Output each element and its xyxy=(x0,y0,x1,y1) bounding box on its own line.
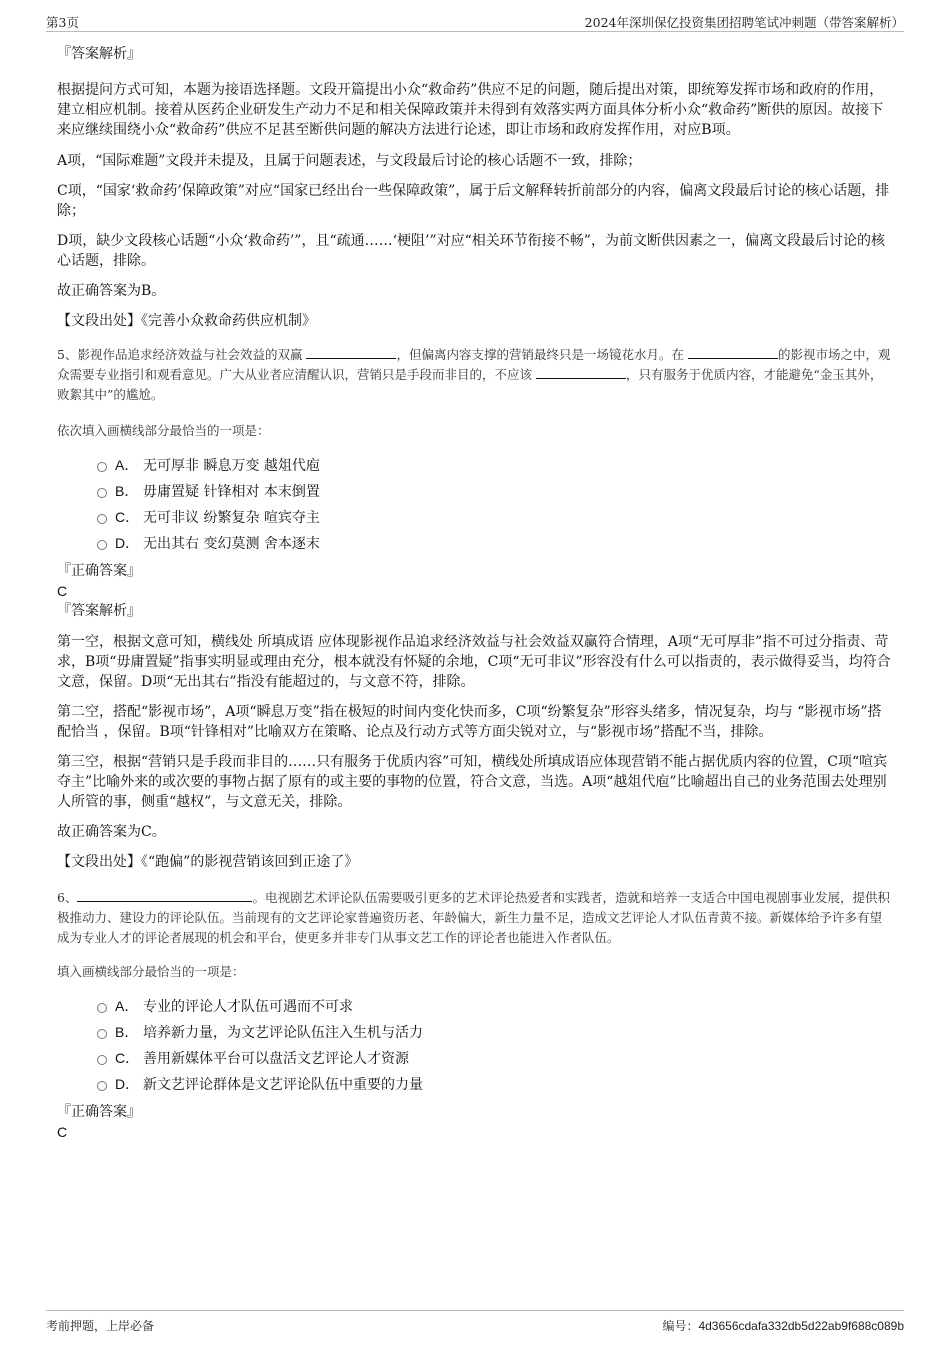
q6-option-a-text: 专业的评论人才队伍可遇而不可求 xyxy=(143,999,353,1015)
q6-answer-label: 『正确答案』 xyxy=(57,1104,141,1120)
q5-blank-1 xyxy=(306,346,396,359)
q5-stem-part-1: 5、影视作品追求经济效益与社会效益的双赢 xyxy=(57,347,303,362)
footer-code xyxy=(662,1317,904,1334)
q5-option-a[interactable]: A． 无可厚非 瞬息万变 越俎代庖 xyxy=(57,455,893,481)
q5-blank-2 xyxy=(688,346,778,359)
q6-options xyxy=(57,996,893,1100)
q5-option-c[interactable]: C． 无可非议 纷繁复杂 喧宾夺主 xyxy=(57,507,893,533)
q4-analysis-para-3: C项，“国家‘救命药’保障政策”对应“国家已经出台一些保障政策”，属于后文解释转折前部分的内容，偏离文段最后讨论的核心话题，排除； xyxy=(57,183,890,219)
footer-code-label: 编号： xyxy=(662,1319,699,1333)
q4-source: 【文段出处】《完善小众救命药供应机制》 xyxy=(57,313,316,329)
q4-analysis-para-2: A项，“国际难题”文段并未提及，且属于问题表述，与文段最后讨论的核心话题不一致，排除； xyxy=(57,153,642,169)
q5-stem-part-2: ，但偏离内容支撑的营销最终只是一场镜花水月。在 xyxy=(396,347,684,362)
q6-option-d-text: 新文艺评论群体是文艺评论队伍中重要的力量 xyxy=(143,1077,423,1093)
radio-icon[interactable] xyxy=(97,1003,107,1013)
q5-option-a-text: 无可厚非 瞬息万变 越俎代庖 xyxy=(143,458,320,474)
q4-analysis-para-1: 根据提问方式可知，本题为接语选择题。文段开篇提出小众“救命药”供应不足的问题，随后提出对策，即统筹发挥市场和政府的作用，建立相应机制。接着从医药企业研发生产动力不足和相关保障政策并未得到有效落实两方面具体分析小众“救命药”断供的原因。故接下来应继续围绕小众“救命药”供应不足甚至断供问题的解决方法进行论述，即让市场和政府发挥作用，对应B项。 xyxy=(57,82,884,138)
radio-icon[interactable] xyxy=(97,488,107,498)
q5-conclusion: 故正确答案为C。 xyxy=(57,824,166,840)
q5-stem-part-3: 的影视市场之中，观众需要专业指引和观看意见。广大从业者应清醒认识，营销只是手段而非目的，不应该 xyxy=(57,347,891,382)
q6-option-c-text: 善用新媒体平台可以盘活文艺评论人才资源 xyxy=(143,1051,409,1067)
q6-stem-text: 。电视剧艺术评论队伍需要吸引更多的艺术评论热爱者和实践者，造就和培养一支适合中国电视剧事业发展，提供积极推动力、建设力的评论队伍。当前现有的文艺评论家普遍资历老、年龄偏大，新生力量不足，造成文艺评论人才队伍青黄不接。新媒体给予许多有望成为专业人才的评论者展现的机会和平台，使更多并非专门从事文艺工作的评论者也能进入作者队伍。 xyxy=(57,890,890,945)
q5-analysis-label: 『答案解析』 xyxy=(57,603,141,619)
q6-option-a[interactable]: A． 专业的评论人才队伍可遇而不可求 xyxy=(57,996,893,1022)
q4-conclusion: 故正确答案为B。 xyxy=(57,283,166,299)
q6-option-b-text: 培养新力量，为文艺评论队伍注入生机与活力 xyxy=(143,1025,423,1041)
q6-stem xyxy=(57,888,893,948)
q5-prompt: 依次填入画横线部分最恰当的一项是： xyxy=(57,423,270,438)
q5-option-b[interactable]: B． 毋庸置疑 针锋相对 本末倒置 xyxy=(57,481,893,507)
q6-blank xyxy=(77,889,252,902)
footer-slogan: 考前押题，上岸必备 xyxy=(46,1319,155,1333)
q5-answer-label: 『正确答案』 xyxy=(57,563,141,579)
radio-icon[interactable] xyxy=(97,1029,107,1039)
q5-option-d-text: 无出其右 变幻莫测 舍本逐末 xyxy=(143,536,320,552)
q5-option-c-text: 无可非议 纷繁复杂 喧宾夺主 xyxy=(143,510,320,526)
q5-analysis-para-2: 第二空，搭配“影视市场”，A项“瞬息万变”指在极短的时间内变化快而多，C项“纷繁复杂”形容头绪多，情况复杂，均与 “影视市场”搭配恰当 ，保留。B项“针锋相对”比喻双方在策略、论点及行动方式等方面尖锐对立，与“影视市场”搭配不当，排除。 xyxy=(57,704,882,740)
q5-source: 【文段出处】《“跑偏”的影视营销该回到正途了》 xyxy=(57,854,359,870)
q5-options xyxy=(57,455,893,559)
radio-icon[interactable] xyxy=(97,514,107,524)
document-title: 2024年深圳保亿投资集团招聘笔试冲刺题（带答案解析） xyxy=(584,15,904,30)
q4-analysis-label: 『答案解析』 xyxy=(57,46,141,62)
radio-icon[interactable] xyxy=(97,1055,107,1065)
q5-blank-3 xyxy=(536,366,626,379)
q5-analysis-para-3: 第三空，根据“营销只是手段而非目的……只有服务于优质内容”可知，横线处所填成语应体现营销不能占据优质内容的位置，C项“喧宾夺主”比喻外来的或次要的事物占据了原有的或主要的事物的位置，符合文意，当选。A项“越俎代庖”比喻超出自己的业务范围去处理别人所管的事，侧重“越权”，与文意无关，排除。 xyxy=(57,754,888,810)
q6-prompt: 填入画横线部分最恰当的一项是： xyxy=(57,964,245,979)
q4-analysis-para-4: D项，缺少文段核心话题“小众‘救命药’”，且“疏通……‘梗阻’”对应“相关环节衔接不畅”，为前文断供因素之一，偏离文段最后讨论的核心话题，排除。 xyxy=(57,233,885,269)
page-number: 第3页 xyxy=(46,15,79,30)
q5-option-b-text: 毋庸置疑 针锋相对 本末倒置 xyxy=(143,484,320,500)
q6-option-d[interactable]: D． 新文艺评论群体是文艺评论队伍中重要的力量 xyxy=(57,1074,893,1100)
page-footer xyxy=(46,1310,904,1333)
page-header xyxy=(46,11,904,32)
q6-answer: C xyxy=(57,1124,68,1140)
q5-stem-part-4: ，只有服务于优质内容，才能避免“金玉其外，败絮其中”的尴尬。 xyxy=(57,367,883,402)
radio-icon[interactable] xyxy=(97,540,107,550)
q5-analysis-para-1: 第一空，根据文意可知，横线处 所填成语 应体现影视作品追求经济效益与社会效益双赢符合情理，A项“无可厚非”指不可过分指责、苛求，B项“毋庸置疑”指事实明显或理由充分，根本就没有怀疑的余地，C项“无可非议”形容没有什么可以指责的，表示做得妥当，均符合文意，保留。D项“无出其右”指没有能超过的，与文意不符，排除。 xyxy=(57,634,891,690)
footer-code-value: 4d3656cdafa332db5d22ab9f688c089b xyxy=(698,1319,904,1333)
q5-option-d[interactable]: D． 无出其右 变幻莫测 舍本逐末 xyxy=(57,533,893,559)
radio-icon[interactable] xyxy=(97,462,107,472)
page-content xyxy=(57,44,893,1142)
q5-stem xyxy=(57,345,893,405)
q6-number: 6、 xyxy=(57,890,78,905)
radio-icon[interactable] xyxy=(97,1081,107,1091)
q6-option-c[interactable]: C． 善用新媒体平台可以盘活文艺评论人才资源 xyxy=(57,1048,893,1074)
q5-answer: C xyxy=(57,583,68,599)
q6-option-b[interactable]: B． 培养新力量，为文艺评论队伍注入生机与活力 xyxy=(57,1022,893,1048)
